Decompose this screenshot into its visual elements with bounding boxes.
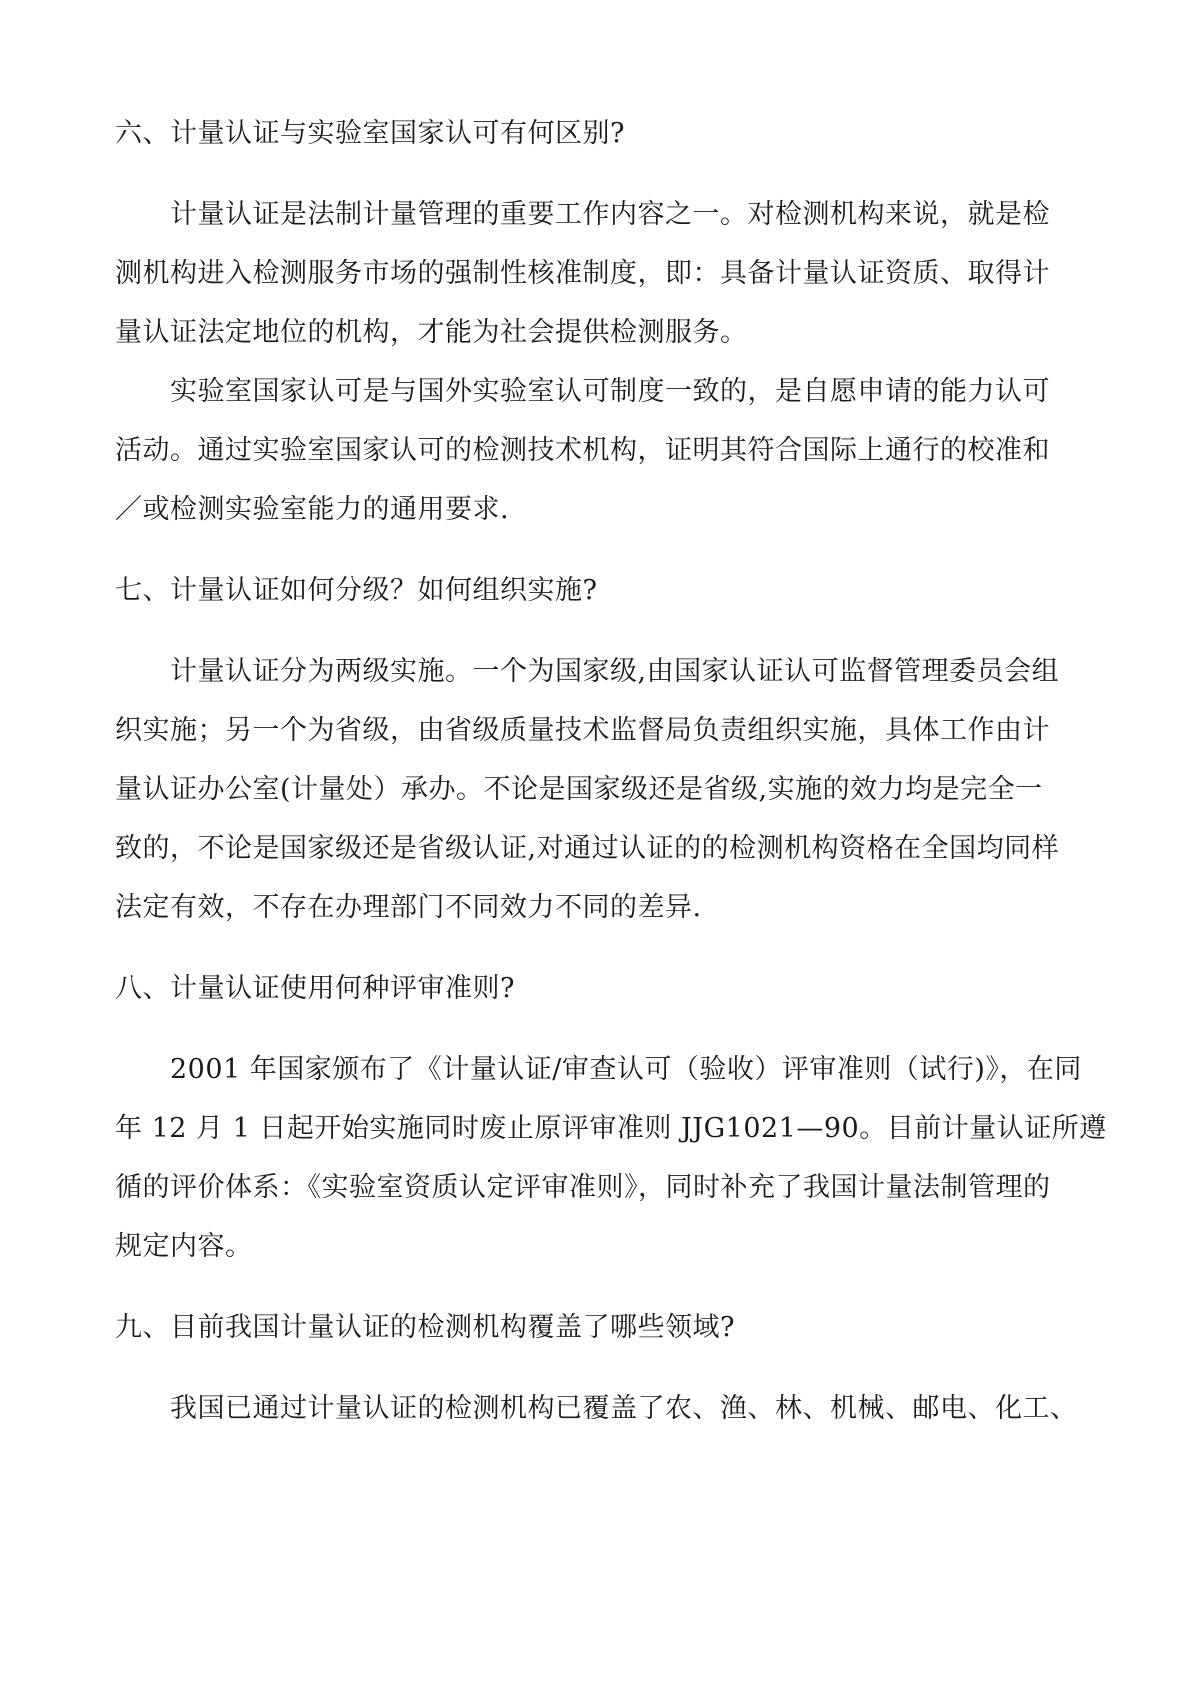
paragraph-line: 计量认证是法制计量管理的重要工作内容之一。对检测机构来说，就是检 xyxy=(170,199,1050,230)
section-heading: 八、计量认证使用何种评审准则? xyxy=(115,973,515,1004)
paragraph-line: 法定有效，不存在办理部门不同效力不同的差异. xyxy=(115,892,702,923)
section-heading: 六、计量认证与实验室国家认可有何区别? xyxy=(115,118,625,149)
paragraph-line: 活动。通过实验室国家认可的检测技术机构，证明其符合国际上通行的校准和 xyxy=(115,435,1050,466)
paragraph-line: 量认证办公室(计量处）承办。不论是国家级还是省级,实施的效力均是完全一 xyxy=(115,774,1043,805)
paragraph-line: 织实施；另一个为省级，由省级质量技术监督局负责组织实施，具体工作由计 xyxy=(115,715,1050,746)
paragraph-line: 量认证法定地位的机构，才能为社会提供检测服务。 xyxy=(115,317,748,348)
section-heading: 九、目前我国计量认证的检测机构覆盖了哪些领域? xyxy=(115,1312,735,1343)
paragraph-line: 致的，不论是国家级还是省级认证,对通过认证的的检测机构资格在全国均同样 xyxy=(115,833,1060,864)
paragraph-line: ／或检测实验室能力的通用要求. xyxy=(115,494,510,525)
paragraph-line: 年 12 月 1 日起开始实施同时废止原评审准则 JJG1021—90。目前计量认证所遵 xyxy=(115,1113,1107,1144)
paragraph-line: 测机构进入检测服务市场的强制性核准制度，即：具备计量认证资质、取得计 xyxy=(115,258,1050,289)
paragraph-line: 规定内容。 xyxy=(115,1231,253,1262)
paragraph-line: 计量认证分为两级实施。一个为国家级,由国家认证认可监督管理委员会组 xyxy=(170,656,1060,687)
paragraph-line: 我国已通过计量认证的检测机构已覆盖了农、渔、林、机械、邮电、化工、 xyxy=(170,1393,1078,1424)
paragraph-line: 2001 年国家颁布了《计量认证/审查认可（验收）评审准则（试行)》，在同 xyxy=(170,1054,1082,1085)
section-heading: 七、计量认证如何分级？如何组织实施? xyxy=(115,575,598,606)
paragraph-line: 循的评价体系：《实验室资质认定评审准则》，同时补充了我国计量法制管理的 xyxy=(115,1172,1051,1203)
paragraph-line: 实验室国家认可是与国外实验室认可制度一致的，是自愿申请的能力认可 xyxy=(170,376,1050,407)
